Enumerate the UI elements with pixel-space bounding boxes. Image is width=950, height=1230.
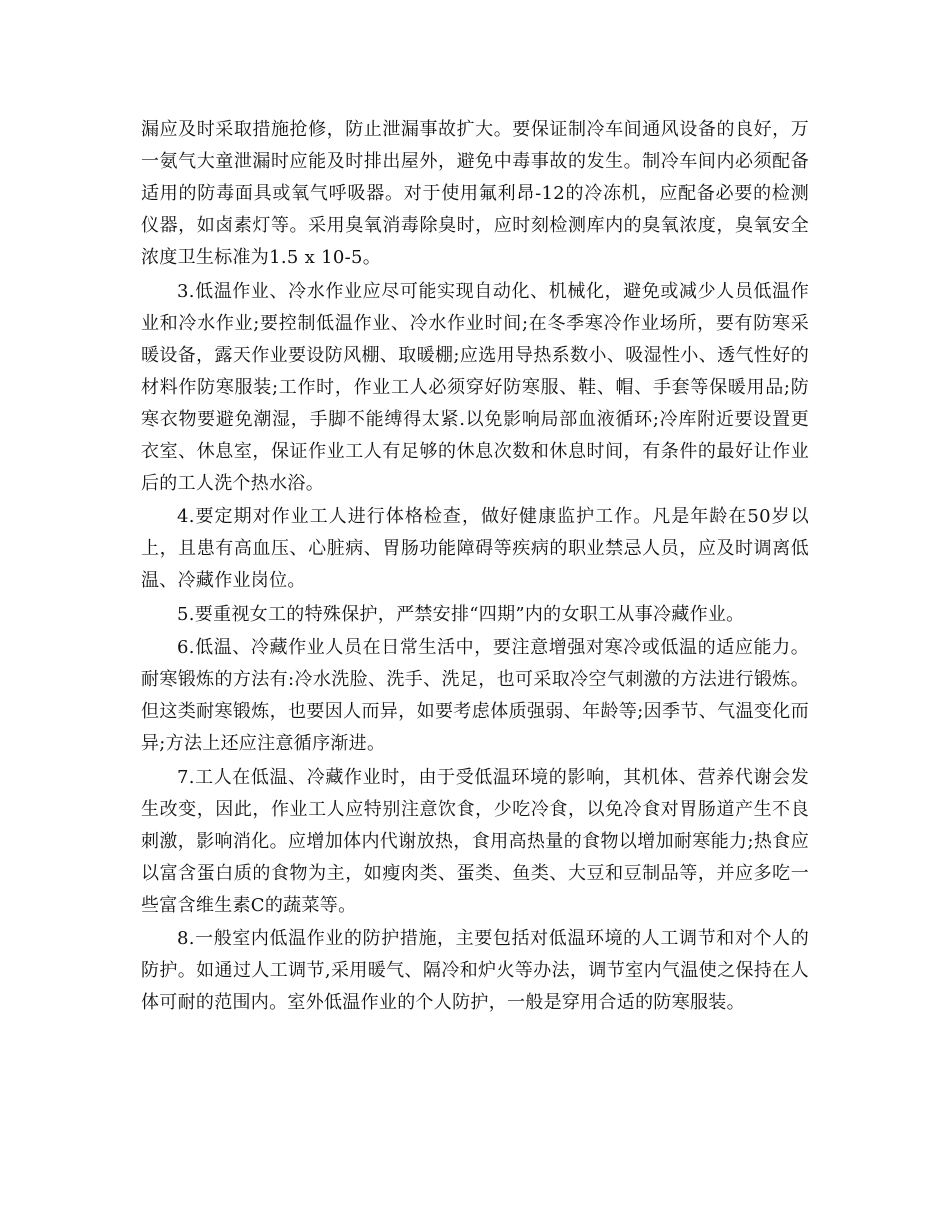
paragraph-item-6: 6.低温、冷藏作业人员在日常生活中，要注意增强对寒冷或低温的适应能力。耐寒锻炼的方法有:冷水洗脸、洗手、洗足，也可采取冷空气刺激的方法进行锻炼。但这类耐寒锻炼，也要因人而异，如要考虑体质强弱、年龄等;因季节、气温变化而异;方法上还应注意循序渐进。 bbox=[141, 637, 809, 754]
paragraph-item-7: 7.工人在低温、冷藏作业时，由于受低温环境的影响，其机体、营养代谢会发生改变，因此，作业工人应特别注意饮食，少吃冷食，以免冷食对胃肠道产生不良刺激，影响消化。应增加体内代谢放热，食用高热量的食物以增加耐寒能力;热食应以富含蛋白质的食物为主，如瘦肉类、蛋类、鱼类、大豆和豆制品等，并应多吃一些富含维生素C的蔬菜等。 bbox=[141, 766, 809, 916]
paragraph-item-5: 5.要重视女工的特殊保护，严禁安排“四期”内的女职工从事冷藏作业。 bbox=[177, 603, 745, 625]
paragraph-item-3: 3.低温作业、冷水作业应尽可能实现自动化、机械化，避免或减少人员低温作业和冷水作业;要控制低温作业、冷水作业时间;在冬季寒冷作业场所，要有防寒采暖设备，露天作业要设防风棚、取暖棚;应选用导热系数小、吸湿性小、透气性好的材料作防寒服装;工作时，作业工人必须穿好防寒服、鞋、帽、手套等保暖用品;防寒衣物要避免潮湿，手脚不能缚得太紧.以免影响局部血液循环;冷库附近要设置更衣室、休息室，保证作业工人有足够的休息次数和休息时间，有条件的最好让作业后的工人洗个热水浴。 bbox=[141, 280, 809, 494]
paragraph-item-4: 4.要定期对作业工人进行体格检查，做好健康监护工作。凡是年龄在50岁以上，且患有高血压、心脏病、胃肠功能障碍等疾病的职业禁忌人员，应及时调离低温、冷藏作业岗位。 bbox=[141, 506, 809, 591]
paragraph-item-8: 8.一般室内低温作业的防护措施，主要包括对低温环境的人工调节和对个人的防护。如通过人工调节,采用暖气、隔冷和炉火等办法，调节室内气温使之保持在人体可耐的范围内。室外低温作业的个人防护，一般是穿用合适的防寒服装。 bbox=[141, 928, 809, 1013]
document-body bbox=[141, 114, 809, 1019]
paragraph-continuation: 漏应及时采取措施抢修，防止泄漏事故扩大。要保证制冷车间通风设备的良好，万一氨气大童泄漏时应能及时排出屋外，避免中毒事故的发生。制冷车间内必须配备适用的防毒面具或氧气呼吸器。对于使用氟利昂-12的冷冻机，应配备必要的检测仪器，如卤素灯等。采用臭氧消毒除臭时，应时刻检测库内的臭氧浓度，臭氧安全浓度卫生标准为1.5 x 10-5。 bbox=[141, 119, 809, 268]
